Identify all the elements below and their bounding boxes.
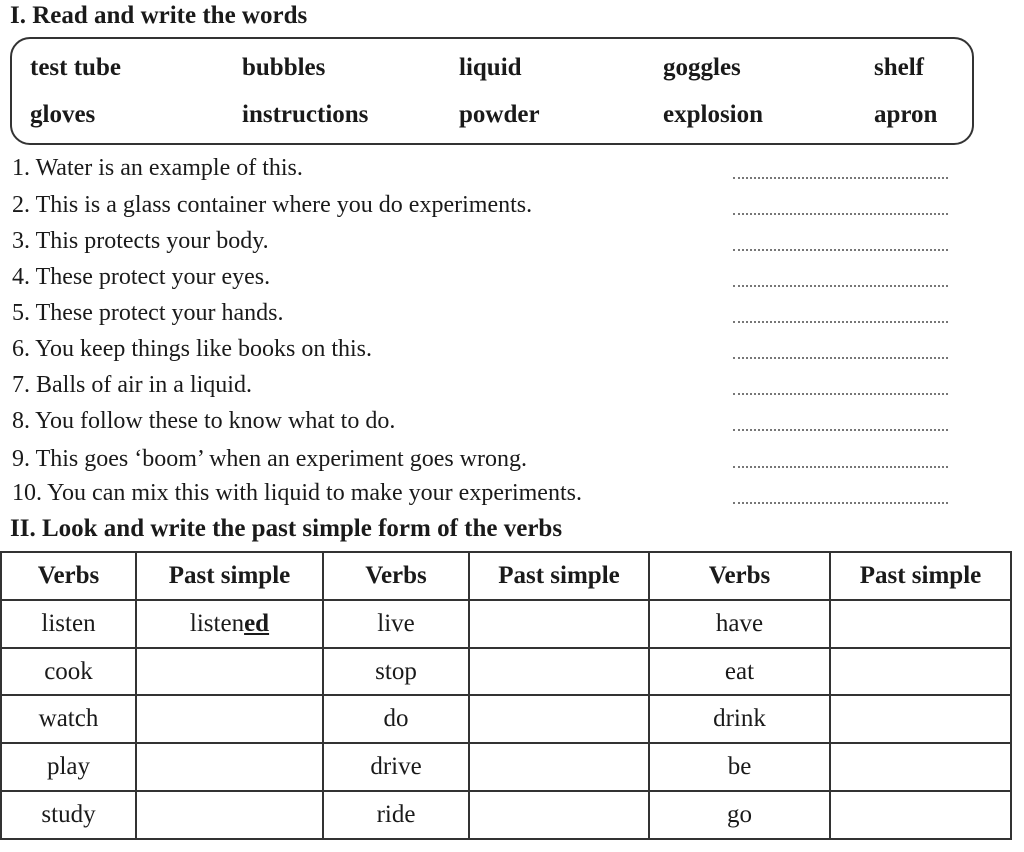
answer-cell[interactable] [469, 791, 649, 839]
answer-line-7[interactable] [733, 393, 948, 395]
verb-cell: eat [649, 648, 830, 696]
section-1-heading: I. Read and write the words [10, 2, 308, 29]
answer-cell[interactable] [136, 648, 323, 696]
verb-cell: drive [323, 743, 469, 791]
verb-cell: stop [323, 648, 469, 696]
verb-cell: study [1, 791, 136, 839]
verb-cell: do [323, 695, 469, 743]
verb-cell: listen [1, 600, 136, 648]
answer-cell[interactable] [469, 600, 649, 648]
answer-cell[interactable] [469, 648, 649, 696]
question-3: 3. This protects your body. [12, 228, 269, 254]
verb-cell: have [649, 600, 830, 648]
answer-line-1[interactable] [733, 177, 948, 179]
question-8: 8. You follow these to know what to do. [12, 408, 396, 434]
question-5: 5. These protect your hands. [12, 300, 284, 326]
verb-cell: watch [1, 695, 136, 743]
table-row [1, 791, 1011, 839]
question-10: 10. You can mix this with liquid to make your experiments. [12, 480, 582, 506]
verb-cell: live [323, 600, 469, 648]
question-2: 2. This is a glass container where you do experiments. [12, 192, 533, 218]
verb-cell: cook [1, 648, 136, 696]
word-bank-item: test tube [30, 54, 121, 81]
question-1: 1. Water is an example of this. [12, 155, 303, 181]
answer-cell[interactable] [830, 648, 1011, 696]
answer-cell[interactable] [136, 695, 323, 743]
header-past-simple: Past simple [136, 552, 323, 600]
answer-cell[interactable] [469, 695, 649, 743]
word-bank-box [10, 37, 974, 145]
header-verbs: Verbs [1, 552, 136, 600]
verb-cell: be [649, 743, 830, 791]
word-bank-item: instructions [242, 101, 369, 128]
answer-cell[interactable] [830, 743, 1011, 791]
example-suffix: ed [244, 609, 270, 637]
answer-line-2[interactable] [733, 213, 948, 215]
word-bank-item: powder [459, 101, 540, 128]
table-header-row [1, 552, 1011, 600]
verb-cell: drink [649, 695, 830, 743]
answer-line-8[interactable] [733, 429, 948, 431]
verb-cell: ride [323, 791, 469, 839]
header-verbs: Verbs [323, 552, 469, 600]
answer-cell[interactable] [469, 743, 649, 791]
header-past-simple: Past simple [469, 552, 649, 600]
table-row [1, 743, 1011, 791]
answer-line-9[interactable] [733, 466, 948, 468]
answer-line-10[interactable] [733, 502, 948, 504]
question-4: 4. These protect your eyes. [12, 264, 271, 290]
word-bank-item: explosion [663, 101, 764, 128]
answer-line-5[interactable] [733, 321, 948, 323]
answer-line-6[interactable] [733, 357, 948, 359]
example-stem: listen [189, 609, 245, 637]
word-bank-item: gloves [30, 101, 96, 128]
table-row [1, 648, 1011, 696]
answer-cell[interactable] [830, 600, 1011, 648]
table-row [1, 695, 1011, 743]
word-bank-item: liquid [459, 54, 522, 81]
verbs-table [0, 551, 1012, 840]
header-past-simple: Past simple [830, 552, 1011, 600]
question-9: 9. This goes ‘boom’ when an experiment goes wrong. [12, 446, 528, 472]
answer-cell[interactable] [136, 743, 323, 791]
answer-cell[interactable] [136, 791, 323, 839]
question-6: 6. You keep things like books on this. [12, 336, 373, 362]
word-bank-item: shelf [874, 54, 924, 81]
answer-cell[interactable] [830, 695, 1011, 743]
table-row [1, 600, 1011, 648]
word-bank-item: bubbles [242, 54, 326, 81]
answer-cell[interactable] [830, 791, 1011, 839]
header-verbs: Verbs [649, 552, 830, 600]
question-7: 7. Balls of air in a liquid. [12, 372, 252, 398]
example-answer-cell [136, 600, 323, 648]
verb-cell: play [1, 743, 136, 791]
answer-line-3[interactable] [733, 249, 948, 251]
verb-cell: go [649, 791, 830, 839]
section-2-heading: II. Look and write the past simple form of the verbs [10, 515, 563, 542]
word-bank-item: goggles [663, 54, 741, 81]
word-bank-item: apron [874, 101, 938, 128]
answer-line-4[interactable] [733, 285, 948, 287]
